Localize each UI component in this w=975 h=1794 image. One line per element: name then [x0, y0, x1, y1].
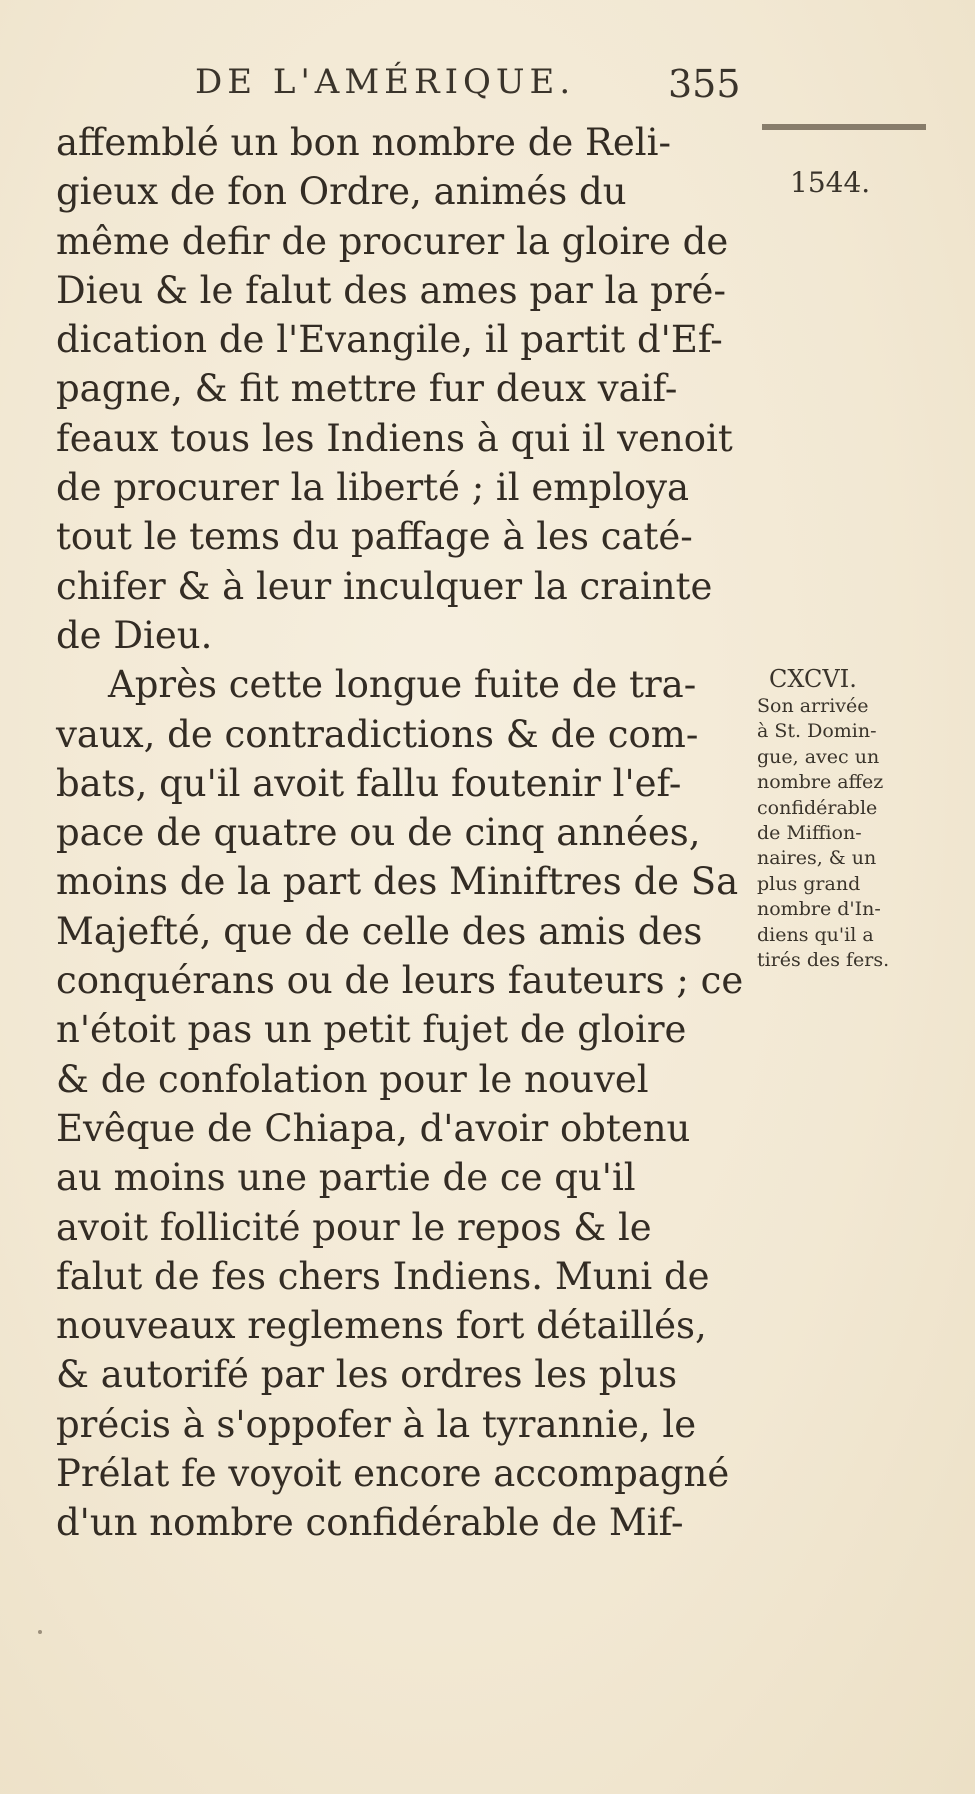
- text-line: précis à s'oppofer à la tyrannie, le: [56, 1402, 697, 1446]
- margin-note-line: à St. Domin-: [757, 720, 877, 743]
- margin-rule-top: [762, 124, 926, 130]
- page-number: 355: [668, 62, 741, 106]
- text-line: conquérans ou de leurs fauteurs ; ce: [56, 959, 744, 1003]
- text-line: de Dieu.: [56, 613, 213, 657]
- text-line: tout le tems du paffage à les caté-: [56, 515, 693, 559]
- margin-note-line: gue, avec un: [757, 745, 880, 768]
- text-line: Majefté, que de celle des amis des: [56, 909, 703, 953]
- text-line: Prélat fe voyoit encore accompagné: [56, 1452, 730, 1496]
- text-line: affemblé un bon nombre de Reli-: [56, 121, 671, 164]
- text-line: chifer & à leur inculquer la crainte: [56, 564, 713, 608]
- text-line: vaux, de contradictions & de com-: [56, 712, 699, 756]
- running-title: DE L'AMÉRIQUE.: [195, 62, 576, 102]
- text-line: n'étoit pas un petit fujet de gloire: [56, 1008, 687, 1052]
- margin-note-heading: CXCVI.: [769, 665, 857, 693]
- text-line: d'un nombre confidérable de Mif-: [56, 1501, 684, 1545]
- text-line: pace de quatre ou de cinq années,: [56, 811, 701, 855]
- margin-note-line: diens qu'il a: [757, 923, 874, 946]
- margin-note: [757, 664, 957, 973]
- margin-note-line: de Miffion-: [757, 821, 862, 844]
- text-line: avoit follicité pour le repos & le: [56, 1205, 652, 1249]
- paragraph-start-line: Après cette longue fuite de tra-: [108, 663, 697, 707]
- margin-note-line: nombre affez: [757, 771, 884, 794]
- paper-speck: [38, 1630, 42, 1634]
- text-line: falut de fes chers Indiens. Muni de: [56, 1254, 710, 1298]
- text-line: même defir de procurer la gloire de: [56, 219, 729, 263]
- text-line: feaux tous les Indiens à qui il venoit: [56, 416, 733, 460]
- text-line: moins de la part des Miniftres de Sa: [56, 860, 739, 904]
- text-line: pagne, & fit mettre fur deux vaif-: [56, 367, 678, 411]
- text-line: au moins une partie de ce qu'il: [56, 1156, 636, 1200]
- text-line: nouveaux reglemens fort détaillés,: [56, 1304, 707, 1348]
- text-line: de procurer la liberté ; il employa: [56, 466, 690, 510]
- text-line: gieux de fon Ordre, animés du: [56, 170, 627, 214]
- margin-year: 1544.: [790, 166, 871, 199]
- text-line: Dieu & le falut des ames par la pré-: [56, 268, 726, 312]
- margin-note-line: confidérable: [757, 796, 878, 819]
- text-line: bats, qu'il avoit fallu foutenir l'ef-: [56, 761, 682, 805]
- text-line: & autorifé par les ordres les plus: [56, 1353, 678, 1397]
- margin-note-line: naires, & un: [757, 847, 877, 870]
- margin-note-line: tirés des fers.: [757, 948, 890, 971]
- text-line: dication de l'Evangile, il partit d'Ef-: [56, 318, 723, 362]
- text-line: Evêque de Chiapa, d'avoir obtenu: [56, 1106, 691, 1150]
- main-text-column: [56, 118, 746, 1548]
- margin-note-line: plus grand: [757, 872, 861, 895]
- margin-note-line: Son arrivée: [757, 695, 869, 717]
- margin-note-line: nombre d'In-: [757, 898, 881, 921]
- text-line: & de confolation pour le nouvel: [56, 1057, 649, 1101]
